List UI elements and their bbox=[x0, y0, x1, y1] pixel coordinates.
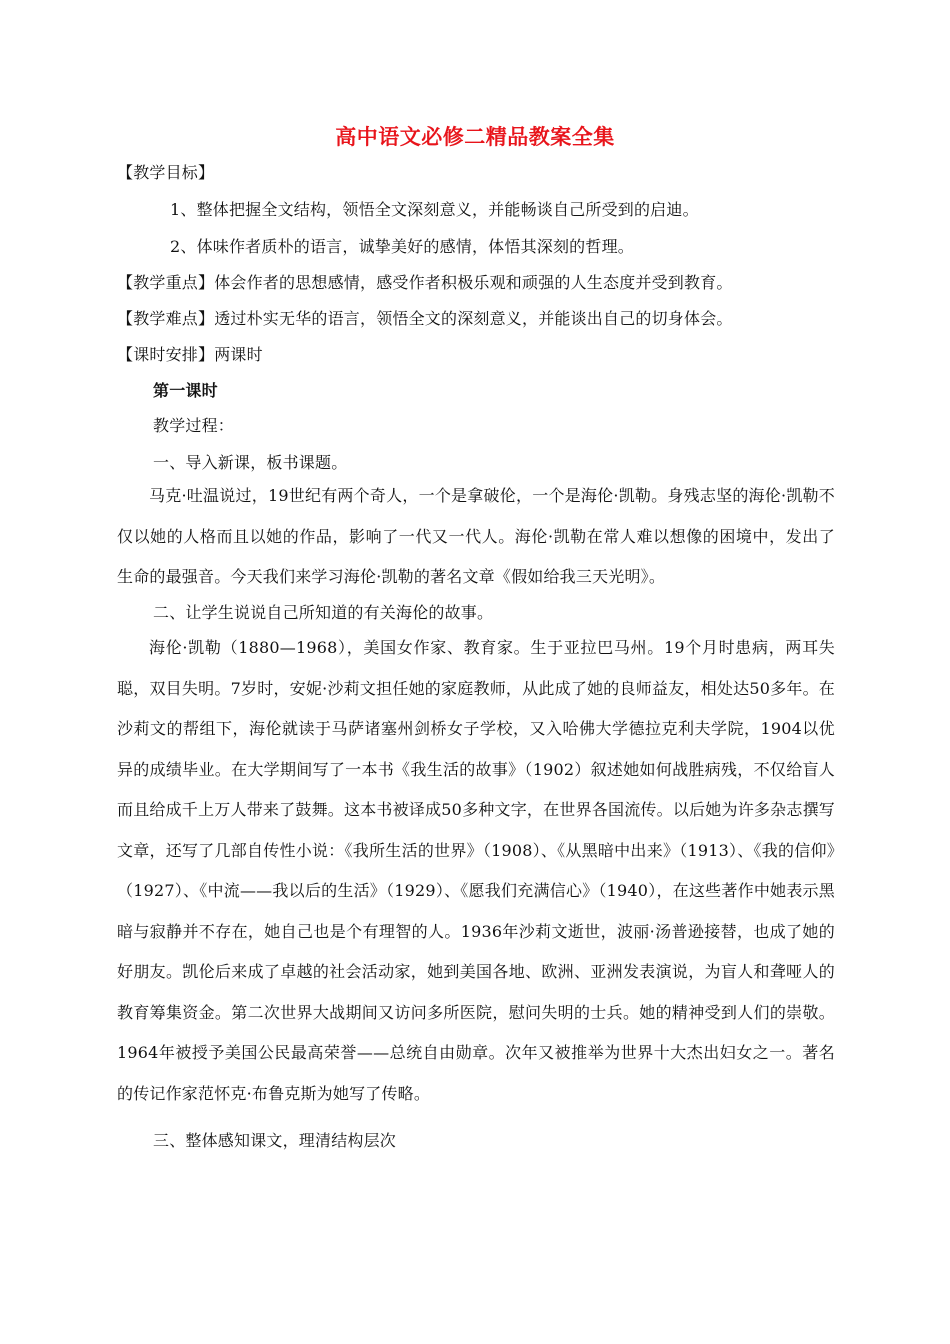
intro-paragraph: 马克·吐温说过，19世纪有两个奇人，一个是拿破伦，一个是海伦·凯勒。身残志坚的海伦·凯勒不仅以她的人格而且以她的作品，影响了一代又一代人。海伦·凯勒在常人难以想像的困境中，发出了生命的最强音。今天我们来学习海伦·凯勒的著名文章《假如给我三天光明》。 bbox=[117, 486, 835, 586]
objective-item-1: 1、整体把握全文结构，领悟全文深刻意义，并能畅谈自己所受到的启迪。 bbox=[170, 200, 699, 219]
objective-item-2: 2、体味作者质朴的语言，诚挚美好的感情，体悟其深刻的哲理。 bbox=[170, 237, 634, 256]
schedule: 【课时安排】两课时 bbox=[117, 345, 263, 364]
bio-paragraph: 海伦·凯勒（1880—1968），美国女作家、教育家。生于亚拉巴马州。19个月时患病，两耳失聪，双目失明。7岁时，安妮·沙莉文担任她的家庭教师，从此成了她的良师益友，相处达50多年。在沙莉文的帮组下，海伦就读于马萨诸塞州剑桥女子学校，又入哈佛大学德拉克利夫学院，1904以优异的成绩毕业。在大学期间写了一本书《我生活的故事》（1902）叙述她如何战胜病残，不仅给盲人而且给成千上万人带来了鼓舞。这本书被译成50多种文字，在世界各国流传。以后她为许多杂志撰写文章，还写了几部自传性小说：《我所生活的世界》（1908）、《从黑暗中出来》（1913）、《我的信仰》（1927）、《中流——我以后的生活》（1929）、《愿我们充满信心》（1940），在这些著作中她表示黑暗与寂静并不存在，她自己也是个有理智的人。1936年沙莉文逝世，波丽·汤普逊接替，也成了她的好朋友。凯伦后来成了卓越的社会活动家，她到美国各地、欧洲、亚洲发表演说，为盲人和聋哑人的教育筹集资金。第二次世界大战期间又访问多所医院，慰问失明的士兵。她的精神受到人们的崇敬。1964年被授予美国公民最高荣誉——总统自由勋章。次年又被推举为世界十大杰出妇女之一。著名的传记作家范怀克·布鲁克斯为她写了传略。 bbox=[117, 638, 835, 1103]
objectives-heading: 【教学目标】 bbox=[117, 163, 215, 182]
process-label: 教学过程： bbox=[153, 416, 235, 435]
lesson-heading: 第一课时 bbox=[153, 381, 218, 400]
step-1: 一、导入新课，板书课题。 bbox=[153, 453, 348, 472]
step-2: 二、让学生说说自己所知道的有关海伦的故事。 bbox=[153, 603, 494, 622]
key-point: 【教学重点】体会作者的思想感情，感受作者积极乐观和顽强的人生态度并受到教育。 bbox=[117, 273, 733, 292]
step-3: 三、整体感知课文，理清结构层次 bbox=[153, 1131, 397, 1150]
difficult-point: 【教学难点】透过朴实无华的语言，领悟全文的深刻意义，并能谈出自己的切身体会。 bbox=[117, 309, 733, 328]
document-title: 高中语文必修二精品教案全集 bbox=[335, 124, 615, 149]
